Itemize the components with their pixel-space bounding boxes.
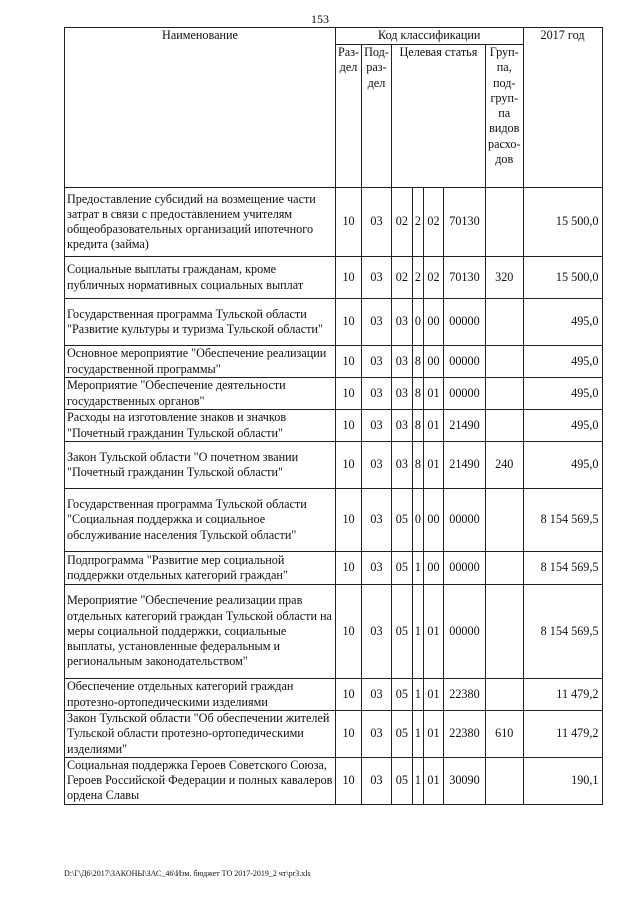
row-razdel: 10 (336, 711, 362, 758)
row-razdel: 10 (336, 410, 362, 442)
row-podrazdel: 03 (362, 489, 392, 552)
row-target-program: 05 (391, 757, 412, 804)
row-podrazdel: 03 (362, 552, 392, 585)
row-podrazdel: 03 (362, 299, 392, 346)
row-target-program: 03 (391, 378, 412, 410)
header-target: Целевая статья (391, 45, 485, 188)
row-expense-group (485, 410, 523, 442)
row-target-program: 03 (391, 442, 412, 489)
row-target-direction: 70130 (443, 257, 485, 299)
header-code: Код классификации (336, 28, 524, 45)
row-target-event: 02 (423, 257, 443, 299)
row-expense-group (485, 489, 523, 552)
table-row (65, 552, 603, 585)
row-amount: 15 500,0 (523, 257, 602, 299)
row-amount: 15 500,0 (523, 188, 602, 257)
row-razdel: 10 (336, 257, 362, 299)
row-expense-group (485, 346, 523, 378)
row-target-subprogram: 8 (412, 410, 423, 442)
file-path-footer: D:\Г\Д6\2017\ЗАКОНЫ\ЗАС_46\Изм. бюджет ТО 2017-2019_2 чт\pr3.xls (64, 869, 311, 878)
row-target-program: 02 (391, 257, 412, 299)
row-target-direction: 00000 (443, 489, 485, 552)
row-name: Основное мероприятие "Обеспечение реализации государственной программы" (65, 346, 336, 378)
row-target-program: 03 (391, 410, 412, 442)
row-target-program: 03 (391, 299, 412, 346)
row-target-program: 05 (391, 552, 412, 585)
row-target-subprogram: 1 (412, 585, 423, 679)
row-expense-group (485, 378, 523, 410)
row-target-program: 05 (391, 711, 412, 758)
row-podrazdel: 03 (362, 378, 392, 410)
row-razdel: 10 (336, 757, 362, 804)
header-year: 2017 год (523, 28, 602, 188)
row-amount: 11 479,2 (523, 679, 602, 711)
row-razdel: 10 (336, 585, 362, 679)
row-expense-group (485, 679, 523, 711)
table-row (65, 257, 603, 299)
row-amount: 8 154 569,5 (523, 552, 602, 585)
row-expense-group: 610 (485, 711, 523, 758)
table-row (65, 442, 603, 489)
row-razdel: 10 (336, 442, 362, 489)
row-amount: 8 154 569,5 (523, 585, 602, 679)
row-name: Мероприятие "Обеспечение деятельности государственных органов" (65, 378, 336, 410)
row-target-event: 01 (423, 711, 443, 758)
row-amount: 11 479,2 (523, 711, 602, 758)
row-expense-group: 320 (485, 257, 523, 299)
row-target-subprogram: 2 (412, 257, 423, 299)
table-row (65, 378, 603, 410)
row-target-subprogram: 2 (412, 188, 423, 257)
row-amount: 190,1 (523, 757, 602, 804)
row-target-event: 02 (423, 188, 443, 257)
row-razdel: 10 (336, 552, 362, 585)
header-name: Наименование (65, 28, 336, 188)
row-target-direction: 00000 (443, 585, 485, 679)
row-name: Социальные выплаты гражданам, кроме публичных нормативных социальных выплат (65, 257, 336, 299)
row-expense-group: 240 (485, 442, 523, 489)
row-target-event: 01 (423, 410, 443, 442)
row-name: Предоставление субсидий на возмещение части затрат в связи с предоставлением учителям общеобразовательных организаций ипотечного кредита (займа) (65, 188, 336, 257)
row-podrazdel: 03 (362, 585, 392, 679)
header-group: Груп- па, под- груп- па видов расхо- дов (485, 45, 523, 188)
row-target-subprogram: 8 (412, 378, 423, 410)
row-razdel: 10 (336, 378, 362, 410)
table-row (65, 346, 603, 378)
row-target-direction: 21490 (443, 442, 485, 489)
row-amount: 495,0 (523, 346, 602, 378)
row-target-direction: 22380 (443, 711, 485, 758)
table-row (65, 299, 603, 346)
row-target-program: 05 (391, 489, 412, 552)
row-razdel: 10 (336, 489, 362, 552)
row-target-subprogram: 1 (412, 711, 423, 758)
row-target-subprogram: 1 (412, 679, 423, 711)
row-name: Закон Тульской области "Об обеспечении жителей Тульской области протезно-ортопедическими изделиями" (65, 711, 336, 758)
row-amount: 495,0 (523, 410, 602, 442)
row-expense-group (485, 299, 523, 346)
table-row (65, 679, 603, 711)
row-name: Расходы на изготовление знаков и значков "Почетный гражданин Тульской области" (65, 410, 336, 442)
row-target-direction: 30090 (443, 757, 485, 804)
row-target-event: 01 (423, 378, 443, 410)
row-expense-group (485, 552, 523, 585)
row-target-event: 01 (423, 757, 443, 804)
row-target-program: 03 (391, 346, 412, 378)
row-name: Государственная программа Тульской области "Социальная поддержка и социальное обслуживание населения Тульской области" (65, 489, 336, 552)
row-target-subprogram: 0 (412, 489, 423, 552)
header-razdel: Раз- дел (336, 45, 362, 188)
row-target-direction: 70130 (443, 188, 485, 257)
row-razdel: 10 (336, 679, 362, 711)
row-amount: 8 154 569,5 (523, 489, 602, 552)
row-target-event: 01 (423, 679, 443, 711)
row-amount: 495,0 (523, 378, 602, 410)
page-number: 153 (311, 12, 329, 26)
row-podrazdel: 03 (362, 257, 392, 299)
row-podrazdel: 03 (362, 442, 392, 489)
row-expense-group (485, 585, 523, 679)
row-target-subprogram: 0 (412, 299, 423, 346)
table-row (65, 757, 603, 804)
row-target-subprogram: 8 (412, 346, 423, 378)
row-podrazdel: 03 (362, 711, 392, 758)
row-target-event: 01 (423, 442, 443, 489)
row-razdel: 10 (336, 346, 362, 378)
header-podrazdel: Под- раз- дел (362, 45, 392, 188)
row-name: Закон Тульской области "О почетном звании "Почетный гражданин Тульской области" (65, 442, 336, 489)
row-target-event: 00 (423, 299, 443, 346)
row-target-program: 05 (391, 585, 412, 679)
row-target-event: 00 (423, 346, 443, 378)
table-row (65, 711, 603, 758)
row-target-direction: 00000 (443, 552, 485, 585)
row-podrazdel: 03 (362, 757, 392, 804)
row-podrazdel: 03 (362, 346, 392, 378)
row-target-direction: 00000 (443, 299, 485, 346)
row-target-direction: 22380 (443, 679, 485, 711)
row-target-program: 05 (391, 679, 412, 711)
row-target-program: 02 (391, 188, 412, 257)
row-amount: 495,0 (523, 299, 602, 346)
row-target-direction: 00000 (443, 346, 485, 378)
row-name: Социальная поддержка Героев Советского Союза, Героев Российской Федерации и полных кавалеров ордена Славы (65, 757, 336, 804)
row-target-subprogram: 1 (412, 552, 423, 585)
row-target-subprogram: 8 (412, 442, 423, 489)
row-razdel: 10 (336, 188, 362, 257)
row-podrazdel: 03 (362, 188, 392, 257)
table-row (65, 188, 603, 257)
row-target-subprogram: 1 (412, 757, 423, 804)
budget-table (64, 27, 603, 805)
row-razdel: 10 (336, 299, 362, 346)
row-target-event: 00 (423, 552, 443, 585)
table-row (65, 489, 603, 552)
row-podrazdel: 03 (362, 679, 392, 711)
row-target-direction: 00000 (443, 378, 485, 410)
row-name: Государственная программа Тульской области "Развитие культуры и туризма Тульской области" (65, 299, 336, 346)
row-expense-group (485, 757, 523, 804)
row-podrazdel: 03 (362, 410, 392, 442)
table-row (65, 410, 603, 442)
row-target-event: 01 (423, 585, 443, 679)
table-row (65, 585, 603, 679)
row-name: Обеспечение отдельных категорий граждан протезно-ортопедическими изделиями (65, 679, 336, 711)
row-target-event: 00 (423, 489, 443, 552)
row-expense-group (485, 188, 523, 257)
row-name: Мероприятие "Обеспечение реализации прав отдельных категорий граждан Тульской области на меры социальной поддержки, социальные выплаты, установленные федеральным и региональным законодательством" (65, 585, 336, 679)
row-name: Подпрограмма "Развитие мер социальной поддержки отдельных категорий граждан" (65, 552, 336, 585)
row-target-direction: 21490 (443, 410, 485, 442)
row-amount: 495,0 (523, 442, 602, 489)
